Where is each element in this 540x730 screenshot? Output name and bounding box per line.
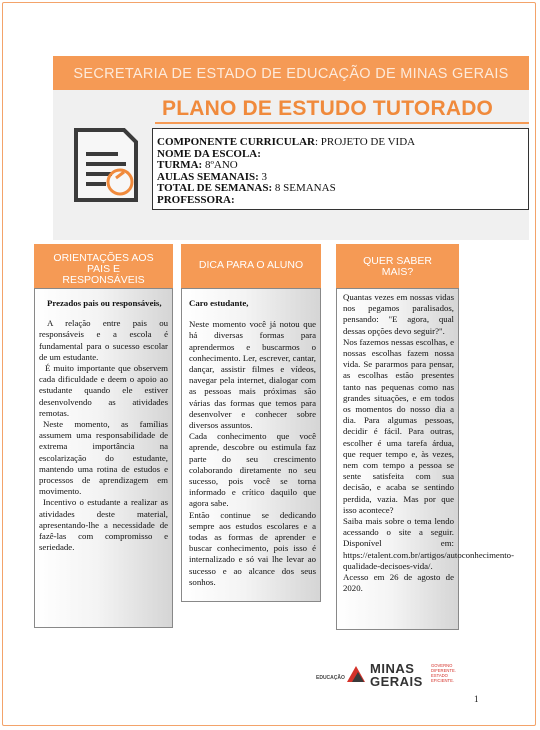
document-icon: [72, 128, 142, 204]
quer-saber-heading: QUER SABER MAIS?: [336, 244, 459, 288]
paragraph: É muito importante que observem cada dificuldade e deem o apoio ao estudante quando ele estiver desenvolvendo as atividades remotas.: [39, 363, 168, 418]
greeting: Caro estudante,: [189, 298, 249, 308]
total-line: TOTAL DE SEMANAS: 8 SEMANAS: [157, 182, 336, 195]
secretaria-bar: [53, 56, 529, 90]
secretaria-title: SECRETARIA DE ESTADO DE EDUCAÇÃO DE MINAS GERAIS: [73, 66, 509, 82]
paragraph: Neste momento você já notou que há diversas formas para aprendermos e buscarmos o conhecimento. Ler, escrever, cantar, dançar, assistir filmes e vídeos, navegar pela internet, dialogar com as pessoas mais próximas são várias das formas que temos para desenvolver e conhecer sobre diversos assuntos.: [189, 319, 316, 431]
dica-body: [181, 288, 321, 602]
escola-line: NOME DA ESCOLA:: [157, 147, 261, 160]
quer-saber-body: [336, 288, 515, 630]
componente-line: COMPONENTE CURRICULAR: PROJETO DE VIDA: [157, 136, 416, 148]
plan-title: PLANO DE ESTUDO TUTORADO: [162, 97, 494, 120]
page-number: 1: [474, 694, 479, 704]
info-box: [152, 128, 529, 210]
turma-line: TURMA: 8ºANO: [157, 159, 238, 172]
orientacoes-heading: ORIENTAÇÕES AOS PAIS E RESPONSÁVEIS: [34, 244, 173, 288]
paragraph: A relação entre pais ou responsáveis e a escola é fundamental para o sucesso escolar de um estudante.: [39, 318, 168, 362]
greeting: Prezados pais ou responsáveis,: [47, 298, 162, 308]
paragraph: Quantas vezes em nossas vidas nos pegamos paralisados, pensando: "E agora, qual dessas opções devo seguir?".: [343, 292, 454, 336]
dica-heading: DICA PARA O ALUNO: [181, 244, 321, 288]
professora-line: PROFESSORA:: [157, 193, 235, 206]
title-underline: [155, 122, 529, 124]
paragraph: Saiba mais sobre o tema lendo acessando o site a seguir. Disponível em: https://etalent.com.br/artigos/autoconhecimento-qualidade-decisoes-vida/. Acesso em 26 de agosto de 2020.: [343, 516, 515, 594]
aulas-line: AULAS SEMANAIS: 3: [157, 170, 268, 183]
gerais-text: GERAIS: [370, 674, 423, 689]
paragraph: Nos fazemos nessas escolhas, e nossas escolhas fazem nossa vida. Se pararmos para pensar, as escolhas estão presentes tanto nas pequenas como nas grandes situações, e em todos os momentos do nosso dia a dia. Para algumas pessoas, decidir é fácil. Para outras, escolher é uma tarefa árdua, que requer tempo e, às vezes, nem com tempo a pessoa se sente satisfeita com sua decisão, e acaba se sentindo perdida, vazia. Mas por que isso acontece?: [343, 336, 454, 515]
paragraph: Incentivo o estudante a realizar as atividades deste material, apresentando-lhe a necessidade de fazê-las com compromisso e seriedade.: [39, 497, 168, 553]
mountain-logo-icon: [346, 664, 366, 684]
minas-text: MINAS: [370, 661, 415, 676]
orientacoes-body: [34, 288, 173, 628]
educacao-label: EDUCAÇÃO: [316, 675, 345, 681]
paragraph: Cada conhecimento que você aprende, descobre ou estimula faz parte do seu crescimento colaborando diretamente no seu sucesso, pois você se torna informado e crítico daquilo que agora sabe.: [189, 431, 316, 509]
paragraph: Neste momento, as famílias assumem uma responsabilidade de extrema importância na escolarização do estudante, mantendo uma rotina de estudos e processos de aprendizagem em movimento.: [39, 419, 168, 497]
governo-slogan: GOVERNO DIFERENTE. ESTADO EFICIENTE.: [431, 663, 456, 683]
paragraph: Então continue se dedicando sempre aos estudos escolares e a todas as formas de aprender e buscar conhecimento, pois isso é internalizado e só vai lhe levar ao sucesso e ao alcance dos seus sonhos.: [189, 509, 316, 587]
